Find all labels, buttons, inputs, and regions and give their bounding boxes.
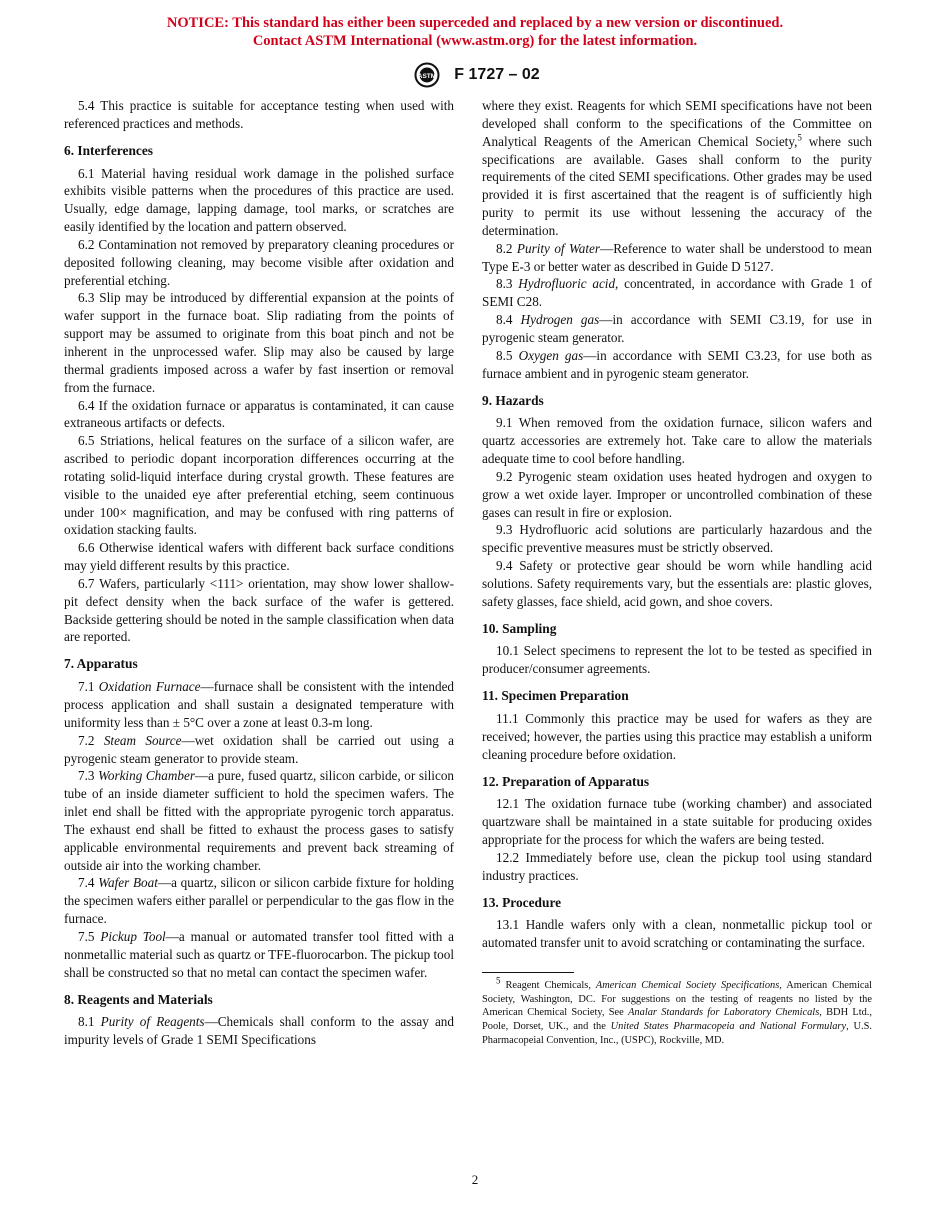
- term-hydrogen-gas: Hydrogen gas: [520, 312, 600, 328]
- page-number: 2: [471, 1172, 479, 1187]
- paragraph-12-1: 12.1 The oxidation furnace tube (working chamber) and associated quartzware shall be maintained in a state suitable for producing oxides appropriate for the process for which the wafers are being tested.: [482, 796, 872, 848]
- paragraph-9-1: 9.1 When removed from the oxidation furnace, silicon wafers and quartz accessories are extremely hot. Take care to allow the materials adequate time to cool before handling.: [482, 415, 872, 467]
- left-column: [64, 97, 454, 1049]
- section-8-heading: 8. Reagents and Materials: [64, 991, 213, 1007]
- paragraph-6-5: 6.5 Striations, helical features on the surface of a silicon wafer, are ascribed to periodic dopant incorporation differences occurring at the rotating solid-liquid interface during crystal growth. These features are visible to the unaided eye after preferential etching, seem continuous under 100× magnification, and may be confused with ring patterns of oxidation stacking faults.: [64, 433, 454, 538]
- paragraph-13-1: 13.1 Handle wafers only with a clean, nonmetallic pickup tool or automated transfer unit to avoid scratching or contaminating the surface.: [482, 917, 872, 951]
- paragraph-8-5: 8.5 Oxygen gas—in accordance with SEMI C3.23, for use both as furnace ambient and in pyrogenic steam generator.: [482, 347, 873, 381]
- astm-logo-icon: [410, 62, 444, 88]
- term-hydrofluoric-acid: Hydrofluoric acid,: [518, 276, 619, 292]
- paragraph-6-6: 6.6 Otherwise identical wafers with different back surface conditions may yield different results by this practice.: [64, 540, 454, 574]
- term-wafer-boat: Wafer Boat: [98, 875, 158, 891]
- paragraph-7-1: 7.1 Oxidation Furnace—furnace shall be consistent with the intended process application and shall sustain a designated temperature with uniformity less than ± 5°C over a zone at least 0.3-m long.: [64, 679, 455, 730]
- paragraph-8-1: 8.1 Purity of Reagents—Chemicals shall conform to the assay and impurity levels of Grade 1 SEMI Specifications: [64, 1014, 454, 1048]
- paragraph-11-1: 11.1 Commonly this practice may be used for wafers as they are received; however, the parties using this practice may establish a uniform cleaning procedure before oxidation.: [482, 711, 872, 762]
- paragraph-5-4: 5.4 This practice is suitable for acceptance testing when used with referenced practices and methods.: [64, 98, 454, 131]
- section-6-heading: 6. Interferences: [64, 142, 153, 158]
- standard-designation: F 1727 – 02: [454, 66, 540, 83]
- paragraph-8-2: 8.2 Purity of Water—Reference to water shall be understood to mean Type E-3 or better water as described in Guide D 5127.: [482, 240, 872, 274]
- section-11-heading: 11. Specimen Preparation: [482, 688, 629, 704]
- page-header: [0, 62, 950, 88]
- footnote-5: $^5$ Reagent Chemicals, American Chemical Society Specifications, American Chemical Society, Washington, DC. For suggestions on the testing of reagents no listed by the American Chemical Society, See Analar Standards for Laboratory Chemicals, BDH Ltd., Poole, Dorset, UK., and the United States Pharmacopeia and National Formulary, U.S. Pharmacopeial Convention, Inc., (USPC), Rockville, MD.: [482, 975, 872, 1046]
- term-purity-of-water: Purity of Water: [516, 240, 601, 256]
- term-purity-of-reagents: Purity of Reagents: [100, 1014, 205, 1030]
- paragraph-9-2: 9.2 Pyrogenic steam oxidation uses heated hydrogen and oxygen to grow a wet oxide layer. Improper or uncontrolled combination of these gases can result in fire or explosion.: [482, 468, 872, 520]
- section-13-heading: 13. Procedure: [482, 894, 562, 910]
- paragraph-6-1: 6.1 Material having residual work damage in the polished surface exhibits visible patterns when the procedures of this practice are used. Usually, edge damage, lapping damage, tool marks, or scratches are easily identified by the location and pattern observed.: [64, 165, 454, 235]
- paragraph-6-2: 6.2 Contamination not removed by preparatory cleaning procedures or deposited following cleaning, may become visible after oxidation and preferential etching.: [64, 236, 454, 288]
- term-pickup-tool: Pickup Tool: [100, 928, 166, 944]
- footnote-separator: [482, 972, 574, 973]
- notice-line-1: NOTICE: This standard has either been superceded and replaced by a new version or discontinued.: [166, 15, 784, 31]
- paragraph-7-3: 7.3 Working Chamber—a pure, fused quartz, silicon carbide, or silicon tube of an inside diameter sufficient to hold the specimen wafers. The inlet end shall be fitted with the appropriate pyrogenic torch apparatus. The exhaust end shall be fitted to exhaust the process gases to satisfy applicable environmental requirements and prevent back streaming of outside air into the working chamber.: [64, 768, 455, 873]
- notice-line-2: Contact ASTM International (www.astm.org) for the latest information.: [252, 33, 698, 49]
- right-column: [482, 97, 872, 1047]
- section-12-heading: 12. Preparation of Apparatus: [482, 773, 650, 789]
- paragraph-8-3: 8.3 Hydrofluoric acid, concentrated, in accordance with Grade 1 of SEMI C28.: [482, 276, 873, 310]
- term-working-chamber: Working Chamber: [98, 768, 195, 784]
- paragraph-6-3: 6.3 Slip may be introduced by differential expansion at the points of wafer support in the furnace boat. Slip radiating from the points of support may be assumed to originate from this boat pinch and not be inherent in the unprocessed wafer. Slip may also be caused by large thermal gradients imposed across a wafer by fast insertion or removal from the furnace.: [64, 290, 454, 395]
- footnote-ref-5[interactable]: 5: [797, 132, 802, 143]
- section-9-heading: 9. Hazards: [482, 392, 544, 408]
- term-oxygen-gas: Oxygen gas: [518, 347, 584, 363]
- paragraph-10-1: 10.1 Select specimens to represent the lot to be tested as specified in producer/consumer agreements.: [482, 643, 872, 677]
- section-10-heading: 10. Sampling: [482, 620, 557, 636]
- paragraph-8-4: 8.4 Hydrogen gas—in accordance with SEMI C3.19, for use in pyrogenic steam generator.: [482, 312, 873, 345]
- paragraph-7-5: 7.5 Pickup Tool—a manual or automated transfer tool fitted with a nonmetallic material such as quartz or TFE-fluorocarbon. The pickup tool shall be constructed so that no metal can contact the specimen wafer.: [64, 928, 455, 980]
- paragraph-6-4: 6.4 If the oxidation furnace or apparatus is contaminated, it can cause extraneous artifacts or defects.: [64, 397, 454, 431]
- paragraph-6-7: 6.7 Wafers, particularly <111> orientation, may show lower shallow-pit defect density when the back surface of the wafer is gettered. Backside gettering should be noted in the sample classification when data are reported.: [64, 575, 454, 645]
- paragraph-9-3: 9.3 Hydrofluoric acid solutions are particularly hazardous and the specific preventive measures must be strictly observed.: [482, 522, 872, 556]
- supersession-notice: [0, 14, 950, 50]
- paragraph-8-1-continued: where they exist. Reagents for which SEMI specifications have not been developed shall conform to the specifications of the Committee on Analytical Reagents of the American Chemical Society,$^5$ where such specifications are available. Gases shall conform to the purity requirements of the cited SEMI specifications. Other grades may be used provided it is first ascertained that the reagent is of sufficiently high purity to permit its use without lessening the accuracy of the determination.: [482, 98, 873, 238]
- paragraph-9-4: 9.4 Safety or protective gear should be worn while handling acid solutions. Safety requirements vary, but the essentials are: plastic gloves, safety glasses, face shield, acid gown, and shoe covers.: [482, 558, 872, 609]
- term-steam-source: Steam Source: [103, 732, 182, 748]
- paragraph-7-2: 7.2 Steam Source—wet oxidation shall be carried out using a pyrogenic steam generator to provide steam.: [64, 732, 455, 766]
- paragraph-7-4: 7.4 Wafer Boat—a quartz, silicon or silicon carbide fixture for holding the specimen wafers either parallel or perpendicular to the gas flow in the furnace.: [64, 875, 454, 927]
- term-oxidation-furnace: Oxidation Furnace: [98, 679, 201, 695]
- section-7-heading: 7. Apparatus: [64, 656, 138, 672]
- svg-text:ASTM: ASTM: [418, 73, 437, 80]
- paragraph-12-2: 12.2 Immediately before use, clean the pickup tool using standard industry practices.: [482, 849, 872, 883]
